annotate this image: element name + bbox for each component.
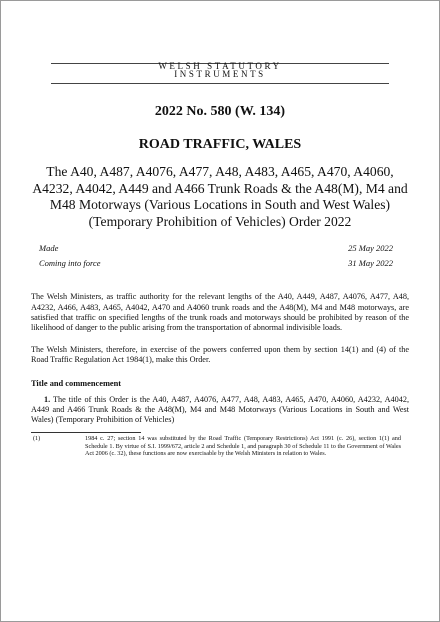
footnote <box>31 435 409 457</box>
footnote-label: (1) <box>33 435 41 443</box>
article-number: 1. <box>44 394 51 404</box>
header-bottom-rule <box>51 83 389 84</box>
instrument-number: 2022 No. 580 (W. 134) <box>154 104 286 119</box>
date-row-made <box>31 243 409 258</box>
article-1 <box>31 395 409 426</box>
date-label: Coming into force <box>39 258 101 269</box>
footnote-text: 1984 c. 27; section 14 was substituted by the Road Traffic (Temporary Restrictions) Act 1991 (c. 26), section 1(1) and Schedule 1. By virtue of S.I. 1999/672, article 2 and Schedule 1, and paragraph 30 of Schedule 11 to the Government of Wales Act 2006 (c. 32), these functions are now exercisable by the Welsh Ministers in relation to Wales. <box>85 435 401 458</box>
order-title: The A40, A487, A4076, A477, A48, A483, A465, A470, A4060, A4232, A4042, A449 and A466 Trunk Roads & the A48(M), M4 and M48 Motorways (Various Locations in South and West Wales) (Temporary Prohibition of Vehicles) Order 2022 <box>32 164 408 229</box>
footnote-rule <box>31 432 141 433</box>
date-label: Made <box>39 243 59 254</box>
series-line-1: WELSH STATUTORY <box>158 61 282 71</box>
enactment-paragraph: The Welsh Ministers, therefore, in exercise of the powers conferred upon them by section 14(1) and (4) of the Road Traffic Regulation Act 1984(1), make this Order. <box>31 345 409 365</box>
subject-heading: ROAD TRAFFIC, WALES <box>138 137 302 152</box>
section-heading: Title and commencement <box>31 378 122 388</box>
preamble-paragraph: The Welsh Ministers, as traffic authority for the relevant lengths of the A40, A449, A487, A4076, A477, A48, A4232, A466, A483, A465, A4042, A470 and A4060 trunk roads and the A48(M), M4 and M48 motorways, are satisfied that traffic on specified lengths of the trunk roads and motorways should be prohibited by reason of the likelihood of danger to the public arising from the transportation of abnormal indivisible loads. <box>31 292 409 332</box>
dates-block <box>31 243 409 273</box>
series-header <box>31 61 409 84</box>
date-value: 25 May 2022 <box>348 243 393 254</box>
series-line-2: INSTRUMENTS <box>174 69 266 79</box>
date-row-coming-into-force <box>31 258 409 273</box>
date-value: 31 May 2022 <box>348 258 393 269</box>
article-text: The title of this Order is the A40, A487, A4076, A477, A48, A483, A465, A470, A4060, A4232, A4042, A449 and A466 Trunk Roads & the A48(M), M4 and M48 Motorways (Various Locations in South and West Wales) (Temporary Prohibition of Vehicles) <box>31 394 410 424</box>
